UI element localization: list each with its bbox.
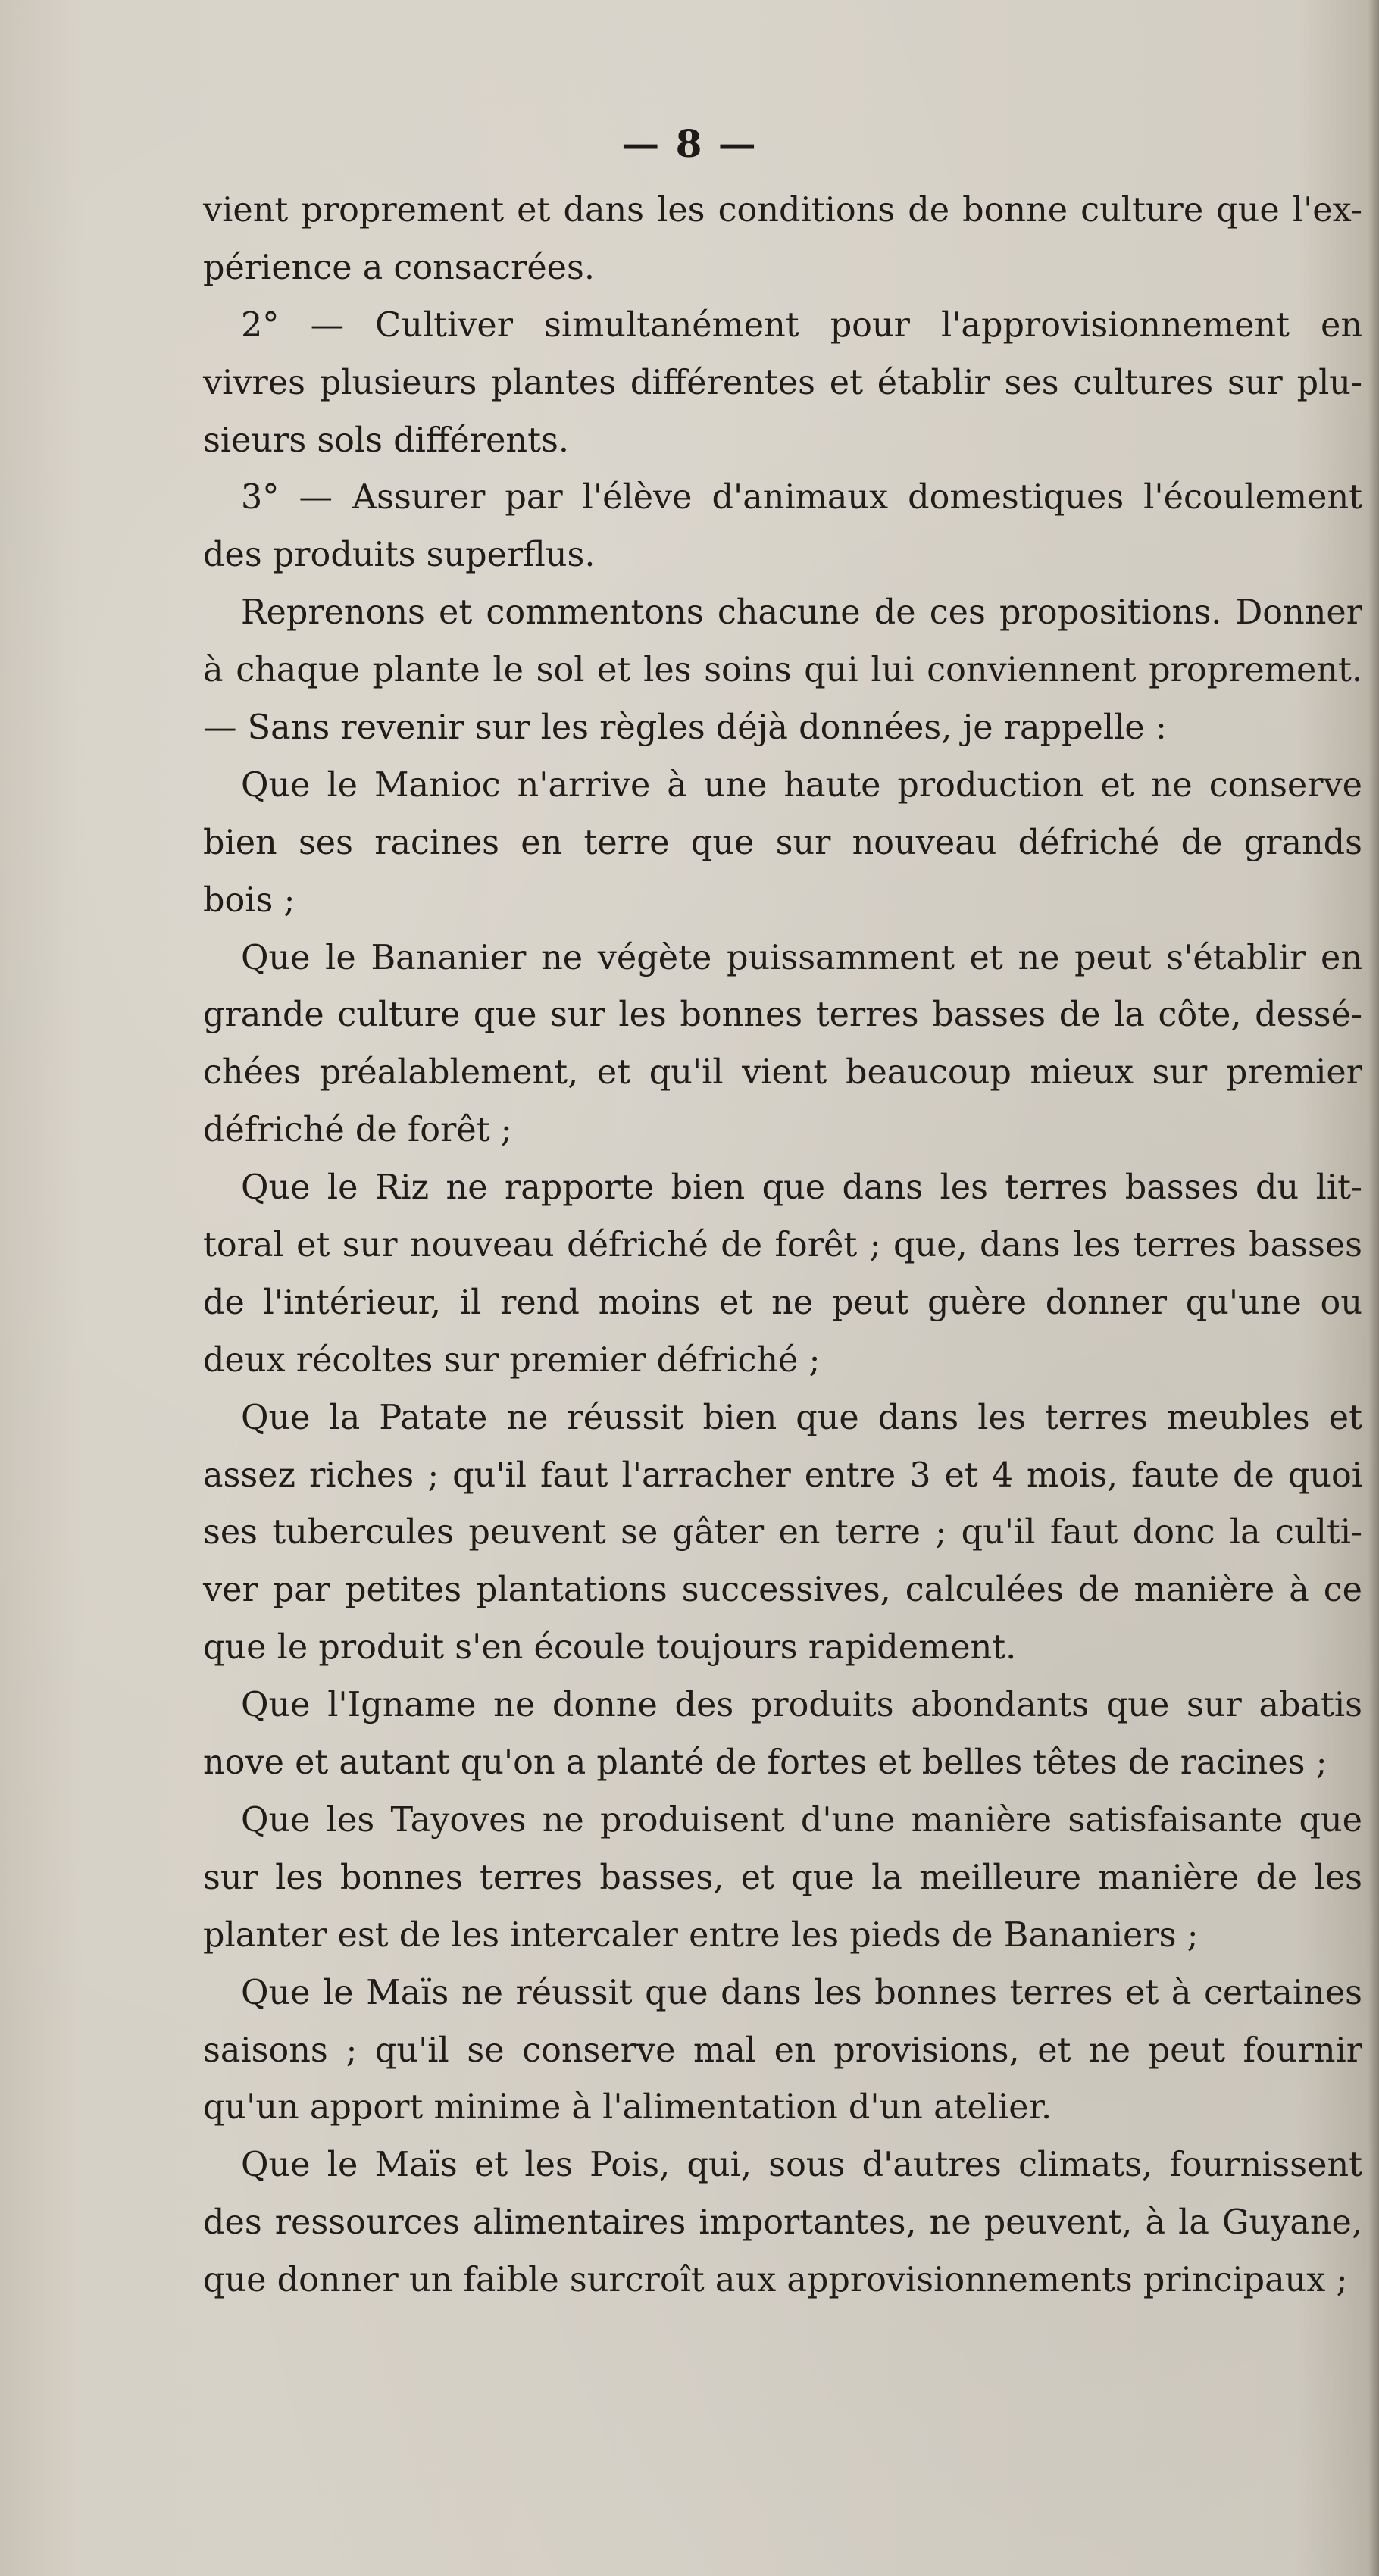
text-line: Que l'Igname ne donne des produits abondants que sur abatis (241, 1686, 1362, 1725)
text-line: sieurs sols différents. (203, 420, 569, 460)
text-line: Que la Patate ne réussit bien que dans les terres meubles et (241, 1398, 1362, 1437)
text-line: Que le Maïs ne réussit que dans les bonnes terres et à certaines (241, 1973, 1362, 2012)
text-line: ver par petites plantations successives, calculées de manière à ce (203, 1571, 1362, 1610)
text-line: Reprenons et commentons chacune de ces propositions. Donner (241, 593, 1362, 633)
text-line: que le produit s'en écoule toujours rapidement. (203, 1628, 1017, 1668)
text-line: 2° — Cultiver simultanément pour l'approvisionnement en (241, 305, 1362, 345)
text-line: Que le Maïs et les Pois, qui, sous d'autres climats, fournissent (241, 2146, 1362, 2185)
text-line: Que le Bananier ne végète puissamment et ne peut s'établir en (241, 938, 1362, 977)
text-line: toral et sur nouveau défriché de forêt ; que, dans les terres basses (203, 1226, 1362, 1265)
text-line: vivres plusieurs plantes différentes et établir ses cultures sur plu- (203, 363, 1362, 402)
text-line: saisons ; qu'il se conserve mal en provisions, et ne peut fournir (203, 2030, 1362, 2070)
text-line: bien ses racines en terre que sur nouveau défriché de grands (203, 823, 1362, 862)
text-line: périence a consacrées. (203, 248, 595, 287)
text-line: des ressources alimentaires importantes, ne peuvent, à la Guyane, (203, 2203, 1362, 2243)
text-line: planter est de les intercaler entre les pieds de Bananiers ; (203, 1915, 1199, 1955)
text-line: chées préalablement, et qu'il vient beaucoup mieux sur premier (203, 1053, 1362, 1093)
text-line: à chaque plante le sol et les soins qui lui conviennent proprement. (203, 651, 1362, 690)
text-line: assez riches ; qu'il faut l'arracher entre 3 et 4 mois, faute de quoi (203, 1455, 1362, 1495)
text-line: des produits superflus. (203, 536, 596, 575)
text-line: Que le Riz ne rapporte bien que dans les terres basses du lit- (241, 1168, 1362, 1208)
text-line: défriché de forêt ; (203, 1111, 512, 1150)
text-line: 3° — Assurer par l'élève d'animaux domestiques l'écoulement (241, 478, 1362, 517)
text-line: — Sans revenir sur les règles déjà données, je rappelle : (203, 708, 1167, 748)
text-line: bois ; (203, 880, 296, 920)
body-text (203, 182, 1362, 2309)
text-line: grande culture que sur les bonnes terres basses de la côte, dessé- (203, 996, 1362, 1035)
page-number: — 8 — (621, 121, 758, 166)
text-line: sur les bonnes terres basses, et que la meilleure manière de les (203, 1858, 1362, 1897)
text-line: vient proprement et dans les conditions de bonne culture que l'ex- (203, 191, 1362, 230)
text-line: deux récoltes sur premier défriché ; (203, 1340, 821, 1380)
text-line: de l'intérieur, il rend moins et ne peut guère donner qu'une ou (203, 1283, 1362, 1322)
text-line: nove et autant qu'on a planté de fortes et belles têtes de racines ; (203, 1743, 1327, 1783)
text-line: ses tubercules peuvent se gâter en terre ; qu'il faut donc la culti- (203, 1513, 1362, 1552)
text-line: Que les Tayoves ne produisent d'une manière satisfaisante que (241, 1800, 1362, 1840)
text-line: Que le Manioc n'arrive à une haute production et ne conserve (241, 765, 1362, 805)
page-edge-shadow (1368, 0, 1379, 2576)
text-line: que donner un faible surcroît aux approvisionnements principaux ; (203, 2261, 1348, 2300)
text-line: qu'un apport minime à l'alimentation d'un atelier. (203, 2088, 1052, 2127)
